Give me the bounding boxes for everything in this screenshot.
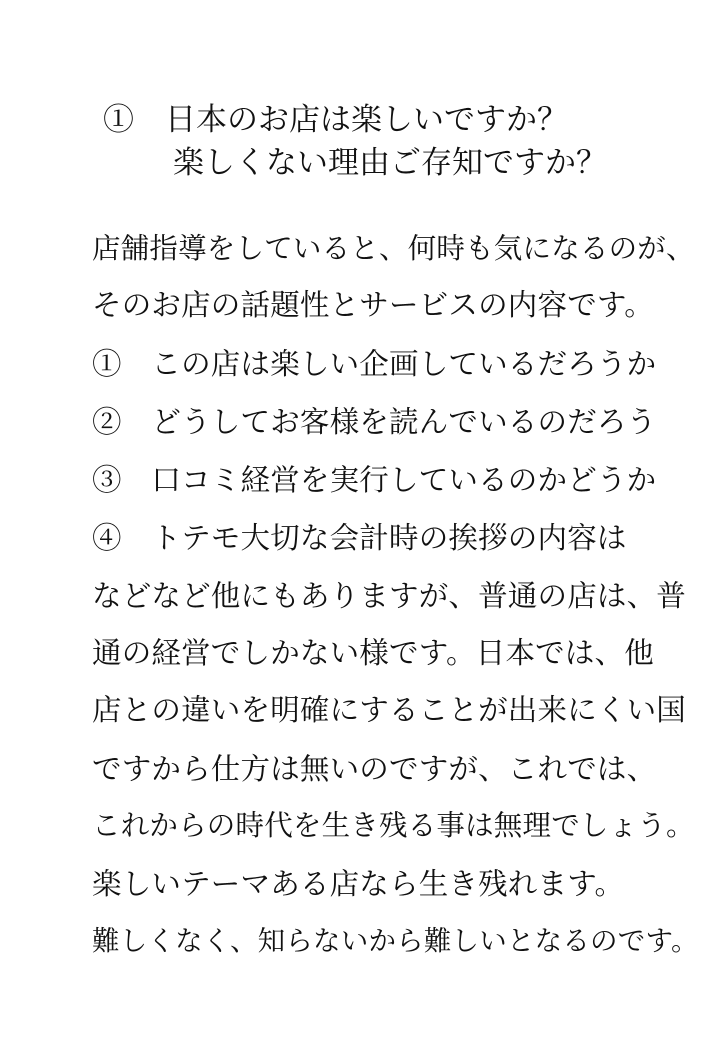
body-line: 楽しいテーマある店なら生き残れます。 (92, 867, 625, 901)
title-line-1: ① 日本のお店は楽しいですか？ (103, 102, 568, 138)
body-line: 通の経営でしかない様です。日本では、他 (92, 636, 654, 670)
body-line: ですから仕方は無いのですが、これでは、 (92, 752, 657, 786)
list-item: ① この店は楽しい企画しているだろうか (92, 347, 657, 381)
list-item: ③ 口コミ経営を実行しているのかどうか (92, 463, 657, 497)
body-line: 店との違いを明確にすることが出来にくい国 (92, 693, 687, 727)
body-line: 難しくなく、知らないから難しいとなるのです。 (92, 925, 699, 957)
list-item: ④ トテモ大切な会計時の挨拶の内容は (92, 521, 627, 555)
body-line: そのお店の話題性とサービスの内容です。 (92, 288, 654, 322)
body-line: 店舗指導をしていると、何時も気になるのが、 (92, 232, 695, 265)
body-line: などなど他にもありますが、普通の店は、普 (92, 579, 687, 613)
list-item: ② どうしてお客様を読んでいるのだろう (92, 405, 657, 439)
title-line-2: 楽しくない理由ご存知ですか？ (173, 145, 607, 181)
body-line: これからの時代を生き残る事は無理でしょう。 (92, 809, 695, 842)
